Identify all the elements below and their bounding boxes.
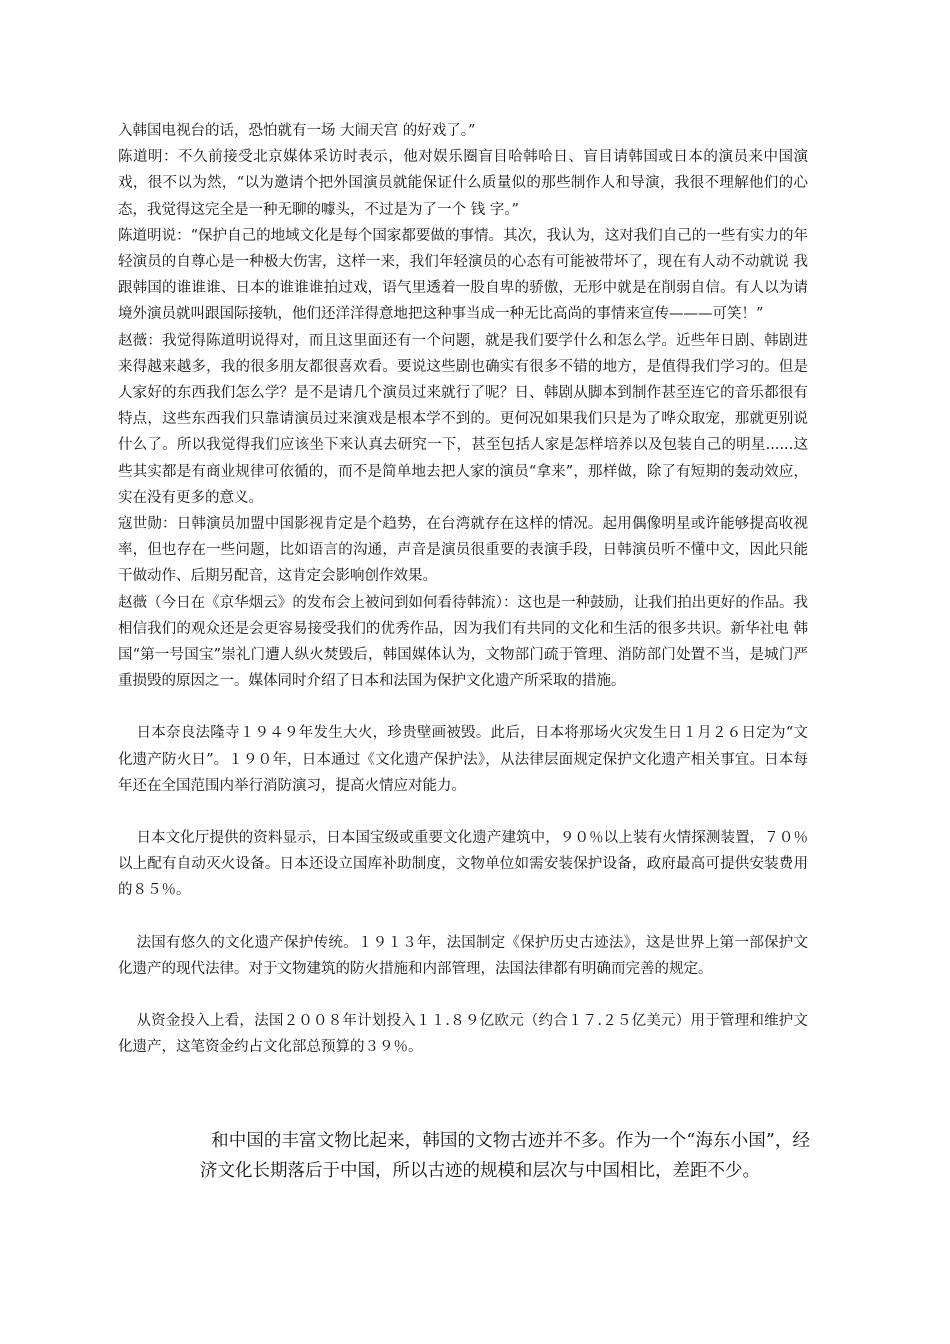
- paragraph-zhao-wei-opinion: 赵薇：我觉得陈道明说得对，而且这里面还有一个问题，就是我们要学什么和怎么学。近些年日剧、韩剧进来得越来越多，我的很多朋友都很喜欢看。要说这些剧也确实有很多不错的地方，是值得我们学习的。但是人家好的东西我们怎么学？是不是请几个演员过来就行了呢？日、韩剧从脚本到制作甚至连它的音乐都很有特点，这些东西我们只靠请演员过来演戏是根本学不到的。更何况如果我们只是为了哗众取宠，那就更别说什么了。所以我觉得我们应该坐下来认真去研究一下，甚至包括人家是怎样培养以及包装自己的明星......这些其实都是有商业规律可依循的，而不是简单地去把人家的演员“拿来”，那样做，除了有短期的轰动效应，实在没有更多的意义。: [118, 332, 808, 506]
- paragraph-quote-end: 入韩国电视台的话，恐怕就有一场 大闹天宫 的好戏了。”: [118, 123, 476, 139]
- paragraph-japan-horyuji: 日本奈良法隆寺１９４９年发生大火，珍贵壁画被毁。此后，日本将那场火灾发生日１月２６日定为“文化遗产防火日”。１９０年，日本通过《文化遗产保护法》，从法律层面规定保护文化遗产相关事宜。日本每年还在全国范围内举行消防演习，提高火情应对能力。: [118, 725, 808, 794]
- paragraph-france-tradition: 法国有悠久的文化遗产保护传统。１９１３年，法国制定《保护历史古迹法》，这是世界上第一部保护文化遗产的现代法律。对于文物建筑的防火措施和内部管理，法国法律都有明确而完善的规定。: [118, 934, 808, 977]
- paragraph-france-funding: 从资金投入上看，法国２００８年计划投入１１.８９亿欧元（约合１７.２５亿美元）用于管理和维护文化遗产，这笔资金约占文化部总预算的３９％。: [118, 1013, 808, 1056]
- paragraph-japan-cultural-agency: 日本文化厅提供的资料显示，日本国宝级或重要文化遗产建筑中，９０％以上装有火情探测装置，７０％以上配有自动灭火设备。日本还设立国库补助制度，文物单位如需安装保护设备，政府最高可提供安装费用的８５％。: [118, 830, 808, 899]
- paragraph-korea-closing: 和中国的丰富文物比起来，韩国的文物古迹并不多。作为一个“海东小国”，经济文化长期落后于中国，所以古迹的规模和层次与中国相比，差距不少。: [200, 1130, 810, 1181]
- paragraph-zhao-wei-press: 赵薇（今日在《京华烟云》的发布会上被问到如何看待韩流）：这也是一种鼓励，让我们拍出更好的作品。我相信我们的观众还是会更容易接受我们的优秀作品，因为我们有共同的文化和生活的很多共识。新华社电 韩国“第一号国宝”崇礼门遭人纵火焚毁后，韩国媒体认为，文物部门疏于管理、消防部门处置不当，是城门严重损毁的原因之一。媒体同时介绍了日本和法国为保护文化遗产所采取的措施。: [118, 594, 808, 690]
- paragraph-chen-daoming-interview: 陈道明：不久前接受北京媒体采访时表示，他对娱乐圈盲目哈韩哈日、盲目请韩国或日本的演员来中国演戏，很不以为然，“以为邀请个把外国演员就能保证什么质量似的那些制作人和导演，我很不理解他们的心态，我觉得这完全是一种无聊的噱头，不过是为了一个 钱 字。”: [118, 149, 808, 218]
- paragraph-kou-shixun-opinion: 寇世勋：日韩演员加盟中国影视肯定是个趋势，在台湾就存在这样的情况。起用偶像明星或许能够提高收视率，但也存在一些问题，比如语言的沟通，声音是演员很重要的表演手段，日韩演员听不懂中文，因此只能干做动作、后期另配音，这肯定会影响创作效果。: [118, 516, 808, 585]
- paragraph-chen-daoming-says: 陈道明说：“保护自己的地域文化是每个国家都要做的事情。其次，我认为，这对我们自己的一些有实力的年轻演员的自尊心是一种极大伤害，这样一来，我们年轻演员的心态有可能被带坏了，现在有人动不动就说 我跟韩国的谁谁谁、日本的谁谁谁拍过戏，语气里透着一股自卑的骄傲，无形中就是在削弱自信。有人以为请境外演员就叫跟国际接轨，他们还洋洋得意地把这种事当成一种无比高尚的事情来宣传———可笑！”: [118, 227, 808, 323]
- article-body: [118, 118, 808, 1061]
